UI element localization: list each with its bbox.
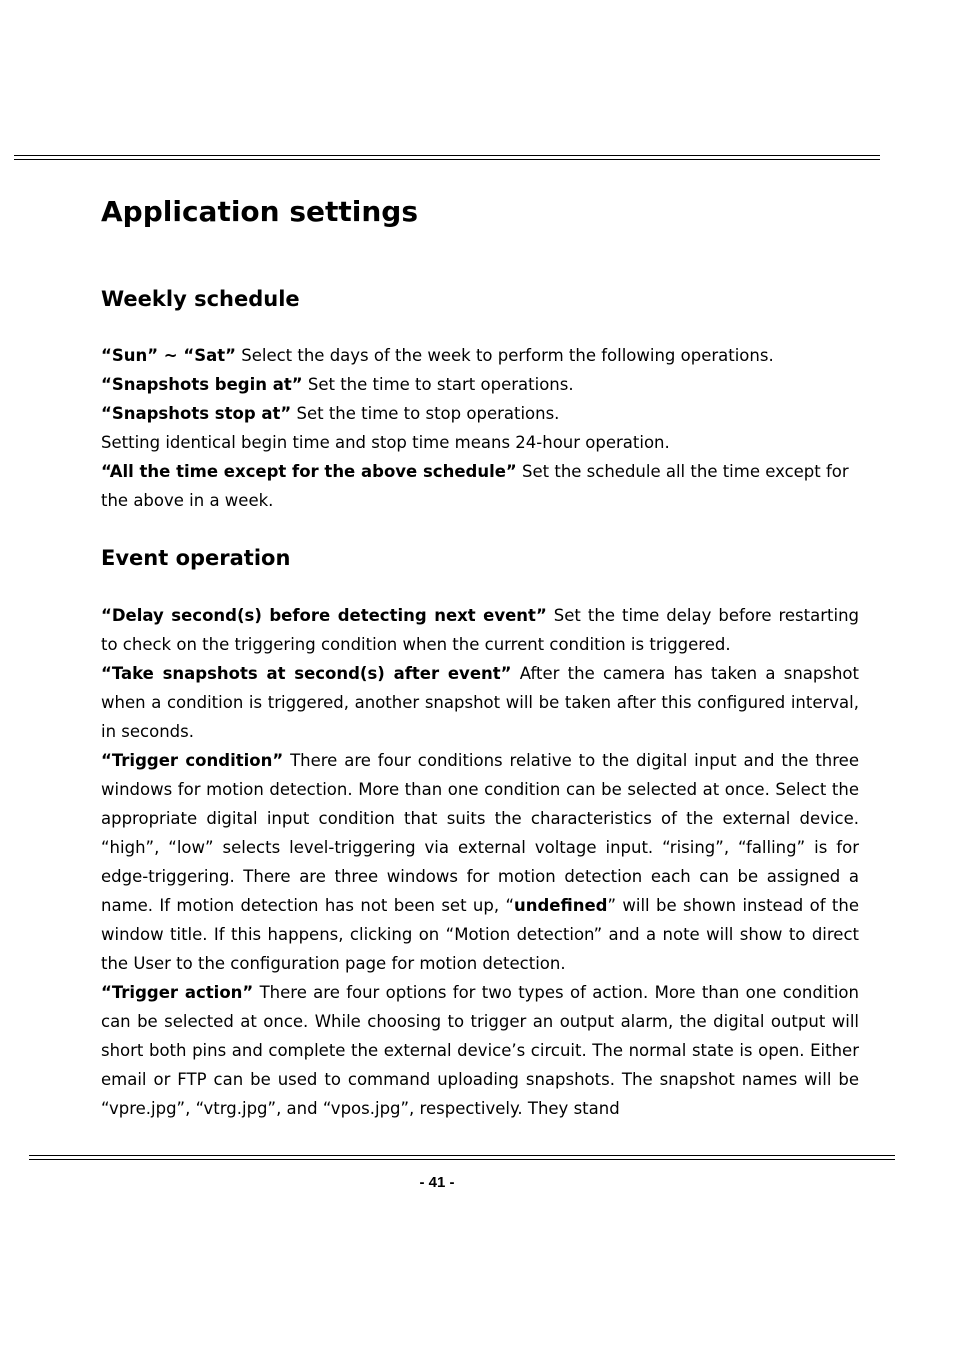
weekly-item: “Snapshots stop at” Set the time to stop operations. [101,404,560,423]
weekly-item: “Sun” ~ “Sat” Select the days of the week to perform the following operations. [101,346,774,365]
weekly-item: “All the time except for the above schedule” Set the schedule all the time except for the above in a week. [101,462,849,510]
event-item: “Delay second(s) before detecting next event” Set the time delay before restarting to check on the triggering condition when the current condition is triggered. [101,606,860,654]
section-heading-weekly-schedule: Weekly schedule [101,287,300,311]
page-title: Application settings [101,195,419,228]
event-operation-body [101,601,859,1123]
event-item: “Trigger condition” There are four conditions relative to the digital input and the three windows for motion detection. More than one condition can be selected at once. Select the appropriate digital input condition that suits the characteristics of the external device. “high”, “low” selects level-triggering via external voltage input. “rising”, “falling” is for edge-triggering. There are three windows for motion detection each can be assigned a name. If motion detection has not been set up, “undefined” will be shown instead of the window title. If this happens, clicking on “Motion detection” and a note will show to direct the User to the configuration page for motion detection. [101,751,859,973]
weekly-item: Setting identical begin time and stop time means 24-hour operation. [101,433,670,452]
footer-rule-top [29,1155,895,1156]
header-rule-top [14,155,880,156]
section-heading-event-operation: Event operation [101,546,291,570]
page-number: - 41 - [419,1174,455,1191]
weekly-schedule-body [101,341,859,515]
footer-rule-bottom [29,1159,895,1160]
event-item: “Trigger action” There are four options for two types of action. More than one condition can be selected at once. While choosing to trigger an output alarm, the digital output will short both pins and complete the external device’s circuit. The normal state is open. Either email or FTP can be used to command uploading snapshots. The snapshot names will be “vpre.jpg”, “vtrg.jpg”, and “vpos.jpg”, respectively. They stand [101,983,859,1118]
weekly-item: “Snapshots begin at” Set the time to start operations. [101,375,574,394]
header-rule-bottom [14,159,880,160]
event-item: “Take snapshots at second(s) after event” After the camera has taken a snapshot when a condition is triggered, another snapshot will be taken after this configured interval, in seconds. [101,664,859,741]
